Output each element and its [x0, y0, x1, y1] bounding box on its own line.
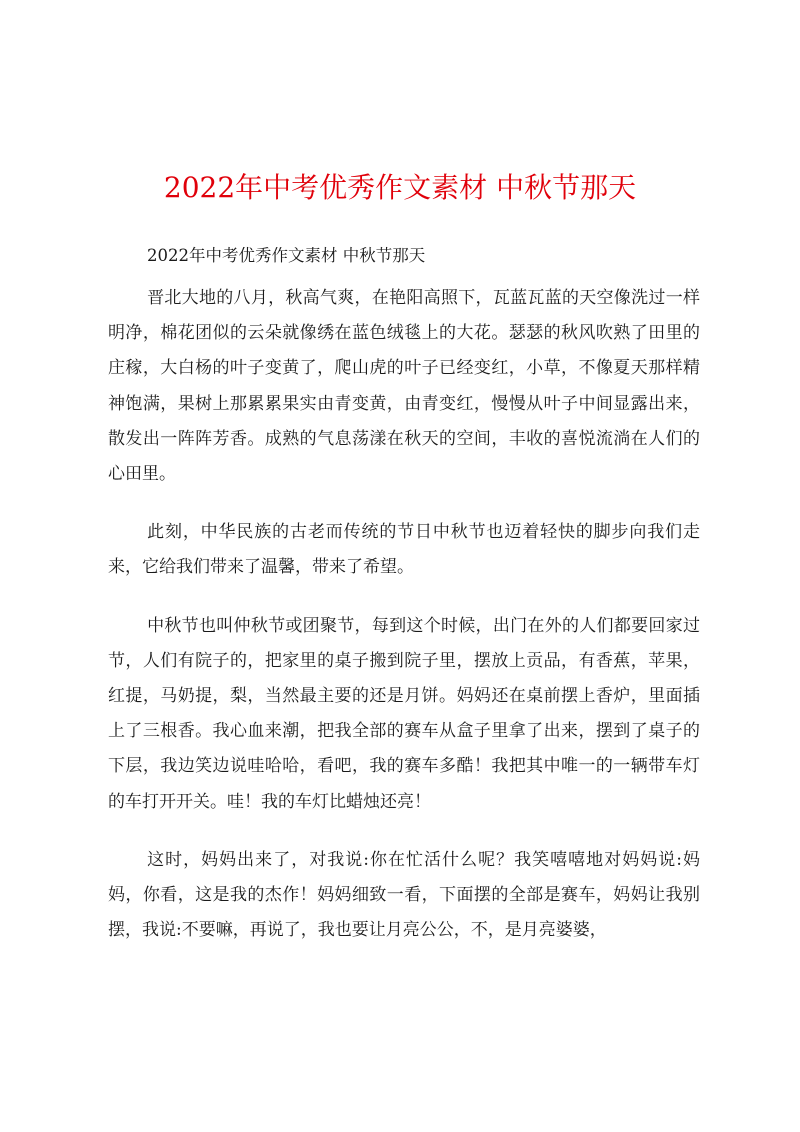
paragraph: 这时，妈妈出来了，对我说:你在忙活什么呢？我笑嘻嘻地对妈妈说:妈妈，你看，这是我的杰作！妈妈细致一看，下面摆的全部是赛车，妈妈让我别摆，我说:不要嘛，再说了，我也要让月亮公公，不，是月亮婆婆，	[108, 849, 700, 941]
article-subtitle: 2022年中考优秀作文素材 中秋节那天	[147, 246, 426, 265]
page-title: 2022年中考优秀作文素材 中秋节那天	[163, 171, 637, 204]
paragraph: 此刻，中华民族的古老而传统的节日中秋节也迈着轻快的脚步向我们走来，它给我们带来了温馨，带来了希望。	[108, 522, 700, 578]
article-body	[108, 281, 700, 971]
paragraph: 晋北大地的八月，秋高气爽，在艳阳高照下，瓦蓝瓦蓝的天空像洗过一样明净，棉花团似的云朵就像绣在蓝色绒毯上的大花。瑟瑟的秋风吹熟了田里的庄稼，大白杨的叶子变黄了，爬山虎的叶子已经变红，小草，不像夏天那样精神饱满，果树上那累累果实由青变黄，由青变红，慢慢从叶子中间显露出来，散发出一阵阵芳香。成熟的气息荡漾在秋天的空间，丰收的喜悦流淌在人们的心田里。	[108, 288, 700, 485]
paragraph: 中秋节也叫仲秋节或团聚节，每到这个时候，出门在外的人们都要回家过节，人们有院子的，把家里的桌子搬到院子里，摆放上贡品，有香蕉，苹果，红提，马奶提，梨，当然最主要的还是月饼。妈妈还在桌前摆上香炉，里面插上了三根香。我心血来潮，把我全部的赛车从盒子里拿了出来，摆到了桌子的下层，我边笑边说哇哈哈，看吧，我的赛车多酷！我把其中唯一的一辆带车灯的车打开开关。哇！我的车灯比蜡烛还亮！	[108, 615, 700, 812]
